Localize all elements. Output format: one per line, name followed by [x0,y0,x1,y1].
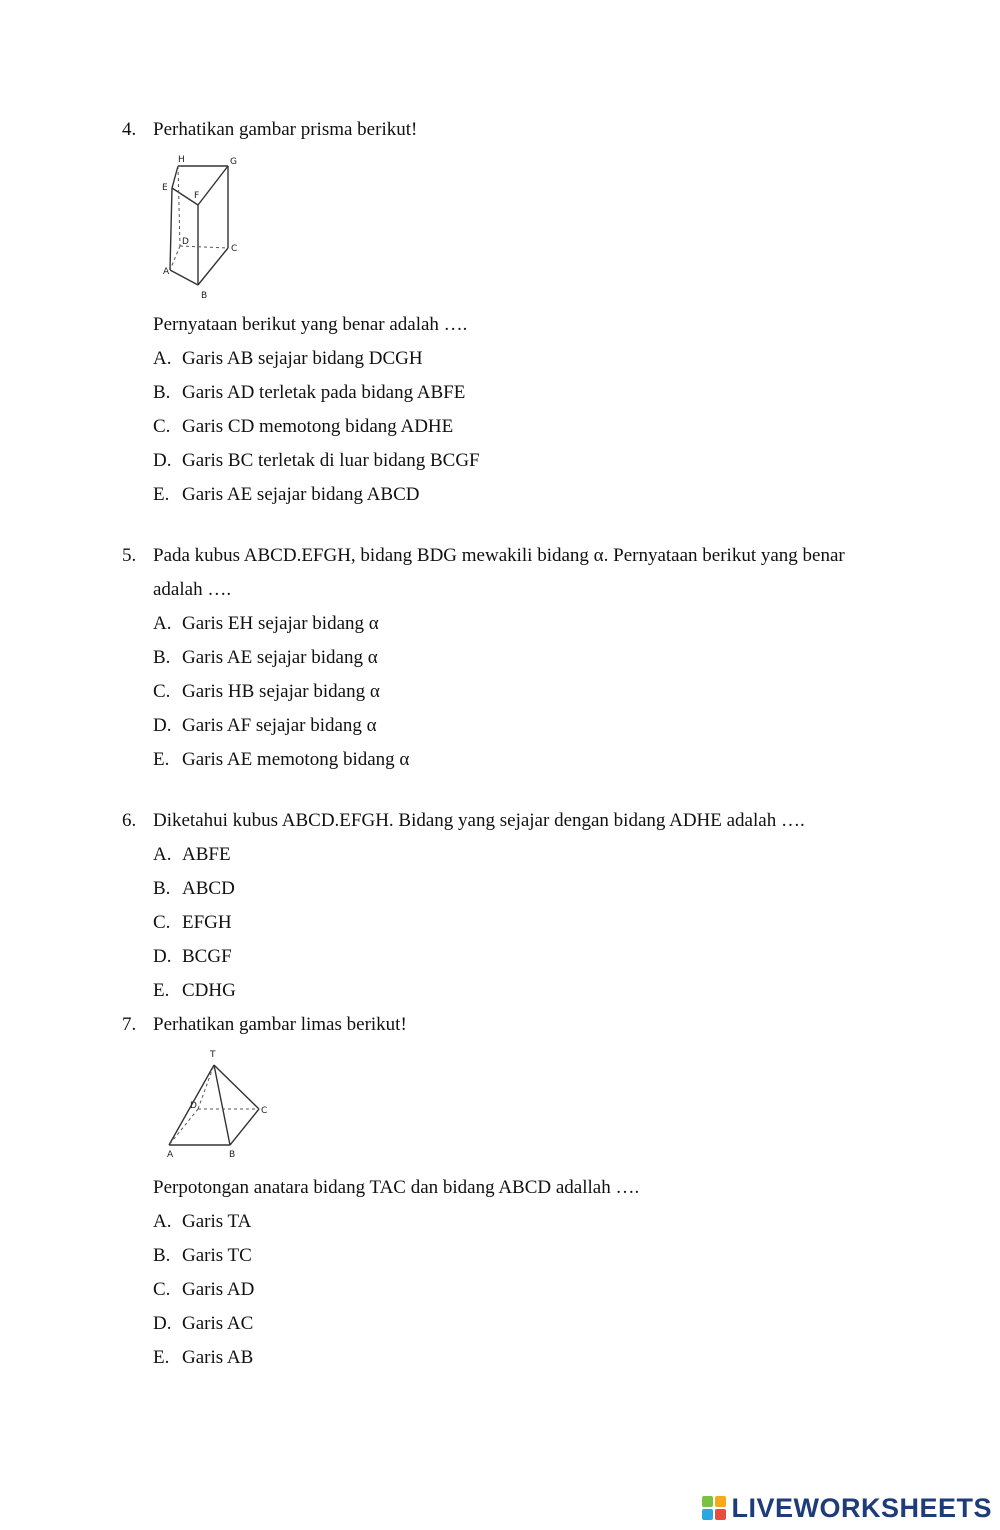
question-5 [122,539,902,777]
question-stem: Diketahui kubus ABCD.EFGH. Bidang yang sejajar dengan bidang ADHE adalah …. [153,810,805,831]
option-letter: E. [153,749,170,770]
label-t: T [210,1050,216,1060]
option-e[interactable] [122,1341,902,1375]
option-d[interactable] [122,709,902,743]
option-d[interactable] [122,444,902,478]
option-d[interactable] [122,1307,902,1341]
option-text: CDHG [182,980,236,1001]
question-stem: Perhatikan gambar prisma berikut! [153,119,418,140]
option-letter: D. [153,715,172,736]
option-c[interactable] [122,675,902,709]
label-b: B [201,291,208,301]
option-c[interactable] [122,410,902,444]
option-letter: D. [153,1313,172,1334]
option-text: EFGH [182,912,232,933]
option-e[interactable] [122,743,902,777]
question-stem: Pada kubus ABCD.EFGH, bidang BDG mewakili bidang α. Pernyataan berikut yang benar [153,545,845,566]
label-d: D [190,1101,197,1111]
option-letter: E. [153,1347,170,1368]
option-letter: E. [153,484,170,505]
question-6 [122,804,902,1042]
option-text: Garis TA [182,1211,252,1232]
option-text: Garis CD memotong bidang ADHE [182,416,454,437]
option-text: ABCD [182,878,235,899]
prism-figure [150,150,250,302]
question-7-options [122,1171,902,1375]
option-text: Garis AD [182,1279,255,1300]
label-b: B [229,1150,236,1160]
option-text: Garis EH sejajar bidang α [182,613,379,634]
option-letter: A. [153,844,172,865]
option-letter: C. [153,416,171,437]
logo-tile [702,1496,713,1507]
question-number: 7. [122,1014,137,1035]
option-letter: C. [153,681,171,702]
option-text: Garis HB sejajar bidang α [182,681,380,702]
option-a[interactable] [122,1205,902,1239]
option-b[interactable] [122,376,902,410]
option-letter: D. [153,946,172,967]
option-letter: A. [153,1211,172,1232]
question-number: 4. [122,119,137,140]
option-letter: B. [153,1245,171,1266]
option-letter: B. [153,382,171,403]
question-prompt: Perpotongan anatara bidang TAC dan bidang ABCD adallah …. [153,1177,640,1198]
label-g: G [230,157,237,167]
question-4 [122,113,902,147]
question-stem: Perhatikan gambar limas berikut! [153,1014,407,1035]
option-letter: A. [153,613,172,634]
question-4-options [122,308,902,512]
option-letter: C. [153,1279,171,1300]
question-number: 5. [122,545,137,566]
pyramid-figure [155,1043,305,1163]
brand-name: LIVEWORKSHEETS [731,1492,992,1523]
option-a[interactable] [122,342,902,376]
label-e: E [162,183,168,193]
option-a[interactable] [122,838,902,872]
question-prompt: Pernyataan berikut yang benar adalah …. [153,314,468,335]
option-text: Garis AF sejajar bidang α [182,715,377,736]
logo-tile [715,1509,726,1520]
liveworksheets-logo[interactable] [702,1491,992,1525]
option-text: ABFE [182,844,231,865]
option-text: Garis AE sejajar bidang α [182,647,378,668]
question-number: 6. [122,810,137,831]
label-c: C [231,244,238,254]
option-letter: E. [153,980,170,1001]
logo-mark-icon [702,1496,726,1520]
option-letter: D. [153,450,172,471]
logo-tile [715,1496,726,1507]
option-text: Garis AB sejajar bidang DCGH [182,348,423,369]
label-c: C [261,1106,268,1116]
option-text: Garis AB [182,1347,254,1368]
option-text: Garis AE sejajar bidang ABCD [182,484,420,505]
question-stem-continuation: adalah …. [153,579,232,600]
option-text: Garis AD terletak pada bidang ABFE [182,382,466,403]
option-letter: B. [153,878,171,899]
label-h: H [178,155,185,165]
option-b[interactable] [122,641,902,675]
option-d[interactable] [122,940,902,974]
option-e[interactable] [122,478,902,512]
option-letter: A. [153,348,172,369]
option-c[interactable] [122,1273,902,1307]
option-text: Garis BC terletak di luar bidang BCGF [182,450,480,471]
option-letter: C. [153,912,171,933]
option-text: BCGF [182,946,232,967]
label-a: A [167,1150,174,1160]
option-a[interactable] [122,607,902,641]
option-text: Garis AC [182,1313,254,1334]
label-a: A [163,267,170,277]
option-letter: B. [153,647,171,668]
option-e[interactable] [122,974,902,1008]
option-b[interactable] [122,1239,902,1273]
option-b[interactable] [122,872,902,906]
option-text: Garis AE memotong bidang α [182,749,410,770]
option-c[interactable] [122,906,902,940]
label-f: F [194,191,200,201]
logo-tile [702,1509,713,1520]
option-text: Garis TC [182,1245,252,1266]
label-d: D [182,237,189,247]
